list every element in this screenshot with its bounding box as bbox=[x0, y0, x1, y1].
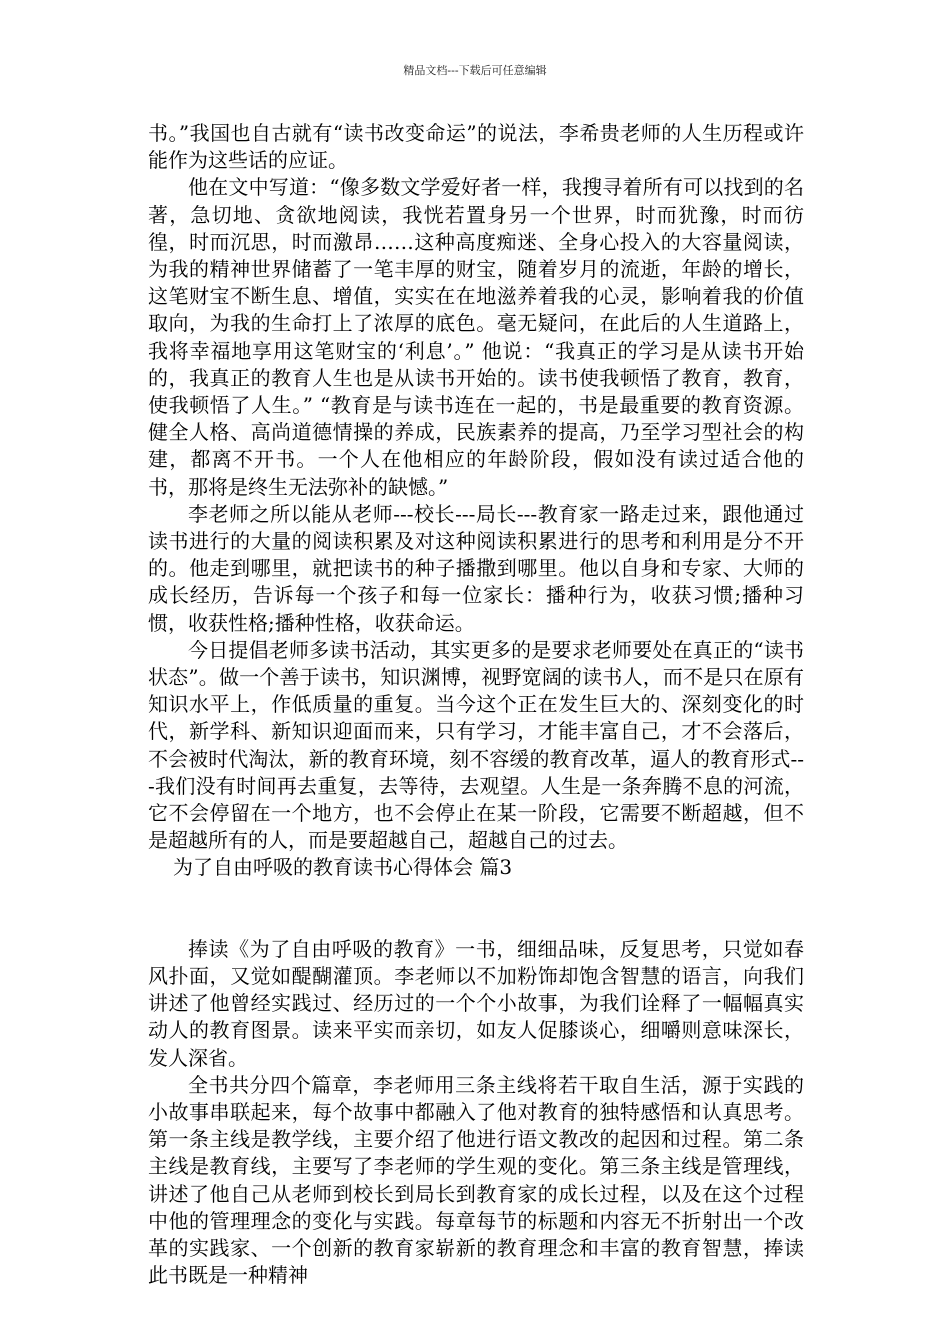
paragraph: 书。”我国也自古就有“读书改变命运”的说法，李希贵老师的人生历程或许能作为这些话的应证。 bbox=[148, 121, 804, 173]
paragraph: 今日提倡老师多读书活动，其实更多的是要求老师要处在真正的“读书状态”。做一个善于读书，知识渊博，视野宽阔的读书人，而不是只在原有知识水平上，作低质量的重复。当今这个正在发生巨大的、深刻变化的时代，新学科、新知识迎面而来，只有学习，才能丰富自己，才不会落后，不会被时代淘汰，新的教育环境，刻不容缓的教育改革，逼人的教育形式---我们没有时间再去重复，去等待，去观望。人生是一条奔腾不息的河流，它不会停留在一个地方，也不会停止在某一阶段，它需要不断超越，但不是超越所有的人，而是要超越自己，超越自己的过去。 bbox=[148, 637, 804, 853]
paragraph: 全书共分四个篇章，李老师用三条主线将若干取自生活，源于实践的小故事串联起来，每个故事中都融入了他对教育的独特感悟和认真思考。第一条主线是教学线，主要介绍了他进行语文教改的起因和过程。第二条主线是教育线，主要写了李老师的学生观的变化。第三条主线是管理线，讲述了他自己从老师到校长到局长到教育家的成长过程，以及在这个过程中他的管理理念的变化与实践。每章每节的标题和内容无不折射出一个改革的实践家、一个创新的教育家崭新的教育理念和丰富的教育智慧，捧读此书既是一种精神 bbox=[148, 1072, 804, 1288]
section-spacer bbox=[148, 882, 804, 936]
paragraph: 李老师之所以能从老师---校长---局长---教育家一路走过来，跟他通过读书进行的大量的阅读积累及对这种阅读积累进行的思考和利用是分不开的。他走到哪里，就把读书的种子播撒到哪里。他以自身和专家、大师的成长经历，告诉每一个孩子和每一位家长：播种行为，收获习惯;播种习惯，收获性格;播种性格，收获命运。 bbox=[148, 501, 804, 635]
paragraph: 捧读《为了自由呼吸的教育》一书，细细品味，反复思考，只觉如春风扑面，又觉如醍醐灌顶。李老师以不加粉饰却饱含智慧的语言，向我们讲述了他曾经实践过、经历过的一个个小故事，为我们诠释了一幅幅真实动人的教育图景。读来平实而亲切，如友人促膝谈心，细嚼则意味深长，发人深省。 bbox=[148, 936, 804, 1070]
document-body bbox=[148, 120, 804, 1289]
page-header: 精品文档---下载后可任意编辑 bbox=[403, 64, 547, 77]
section-heading: 为了自由呼吸的教育读书心得体会 篇3 bbox=[173, 855, 513, 880]
paragraph: 他在文中写道：“像多数文学爱好者一样，我搜寻着所有可以找到的名著，急切地、贪欲地阅读，我恍若置身另一个世界，时而犹豫，时而彷徨，时而沉思，时而激昂……这种高度痴迷、全身心投入的大容量阅读，为我的精神世界储蓄了一笔丰厚的财宝，随着岁月的流逝，年龄的增长，这笔财宝不断生息、增值，实实在在地滋养着我的心灵，影响着我的价值取向，为我的生命打上了浓厚的底色。毫无疑问，在此后的人生道路上，我将幸福地享用这笔财宝的‘利息’。” 他说：“我真正的学习是从读书开始的，我真正的教育人生也是从读书开始的。读书使我顿悟了教育，教育，使我顿悟了人生。” “教育是与读书连在一起的，书是最重要的教育资源。健全人格、高尚道德情操的养成，民族素养的提高，乃至学习型社会的构建，都离不开书。一个人在他相应的年龄阶段，假如没有读过适合他的书，那将是终生无法弥补的缺憾。” bbox=[148, 175, 804, 499]
